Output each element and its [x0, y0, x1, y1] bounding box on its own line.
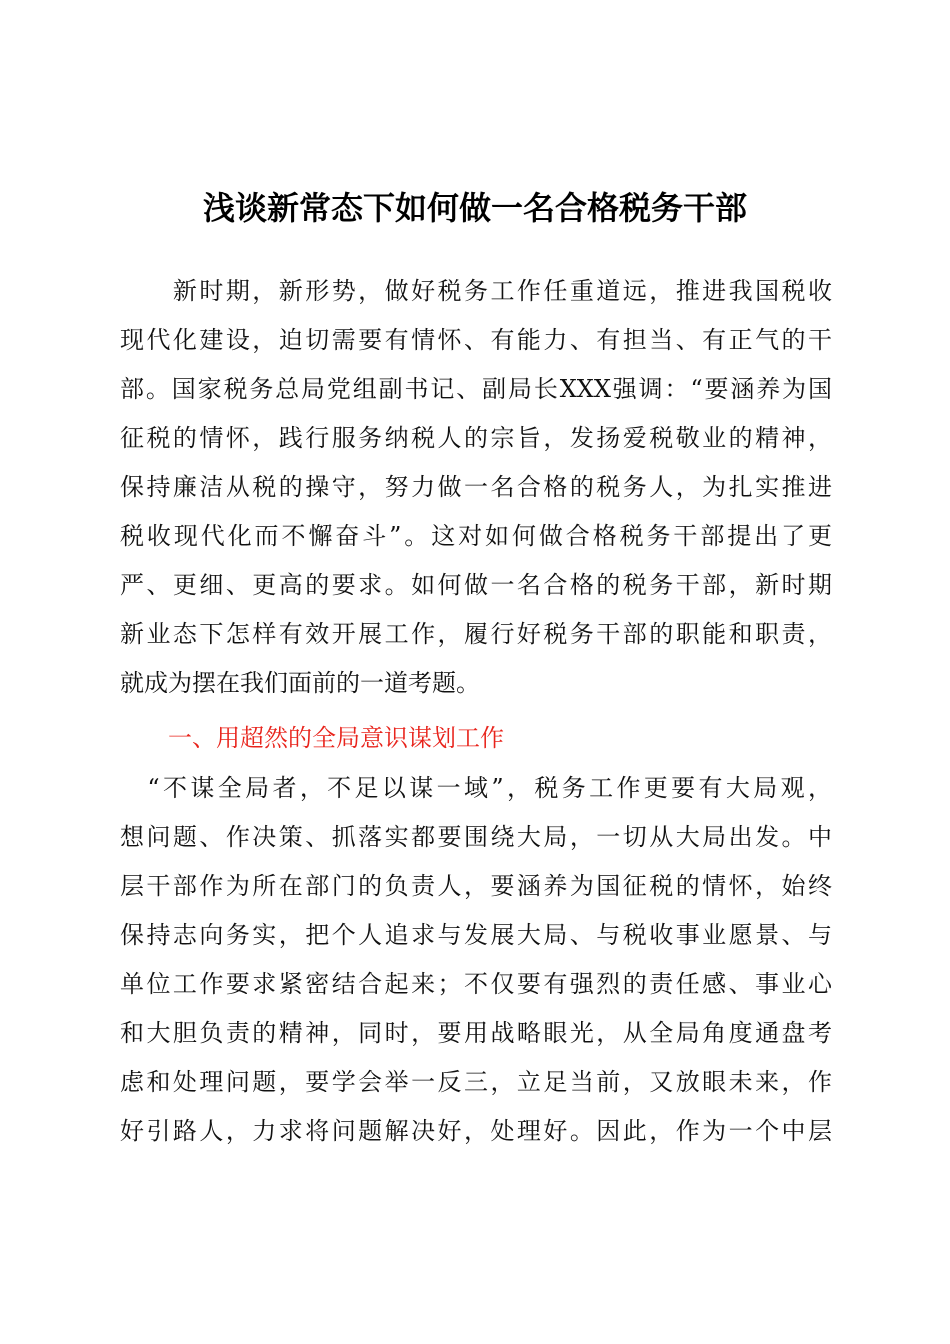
text-line: 新业态下怎样有效开展工作，履行好税务干部的职能和职责， — [120, 620, 832, 648]
text-line: 征税的情怀，践行服务纳税人的宗旨，发扬爱税敬业的精神， — [120, 424, 832, 452]
text-line: 层干部作为所在部门的负责人，要涵养为国征税的情怀，始终 — [120, 872, 832, 900]
text-line: 就成为摆在我们面前的一道考题。 — [120, 669, 480, 697]
text-line: 新时期，新形势，做好税务工作任重道远，推进我国税收 — [120, 277, 832, 305]
section-heading: 一、用超然的全局意识谋划工作 — [168, 724, 504, 752]
text-line: 和大胆负责的精神，同时，要用战略眼光，从全局角度通盘考 — [120, 1019, 832, 1047]
text-line: 保持志向务实，把个人追求与发展大局、与税收事业愿景、与 — [120, 921, 832, 949]
text-line: 现代化建设，迫切需要有情怀、有能力、有担当、有正气的干 — [120, 326, 832, 354]
text-line: 虑和处理问题，要学会举一反三，立足当前，又放眼未来，作 — [120, 1068, 832, 1096]
text-line: 部。国家税务总局党组副书记、副局长XXX强调：“要涵养为国 — [120, 375, 832, 403]
text-line: “不谋全局者，不足以谋一域”，税务工作更要有大局观， — [120, 774, 832, 802]
section1-paragraph — [120, 764, 832, 1156]
intro-paragraph — [120, 267, 832, 708]
text-line: 税收现代化而不懈奋斗”。这对如何做合格税务干部提出了更 — [120, 522, 832, 550]
text-line: 保持廉洁从税的操守，努力做一名合格的税务人，为扎实推进 — [120, 473, 832, 501]
document-title: 浅谈新常态下如何做一名合格税务干部 — [202, 189, 747, 227]
text-line: 严、更细、更高的要求。如何做一名合格的税务干部，新时期 — [120, 571, 832, 599]
text-line: 单位工作要求紧密结合起来；不仅要有强烈的责任感、事业心 — [120, 970, 832, 998]
text-line: 想问题、作决策、抓落实都要围绕大局，一切从大局出发。中 — [120, 823, 832, 851]
text-line: 好引路人，力求将问题解决好，处理好。因此，作为一个中层 — [120, 1117, 832, 1145]
